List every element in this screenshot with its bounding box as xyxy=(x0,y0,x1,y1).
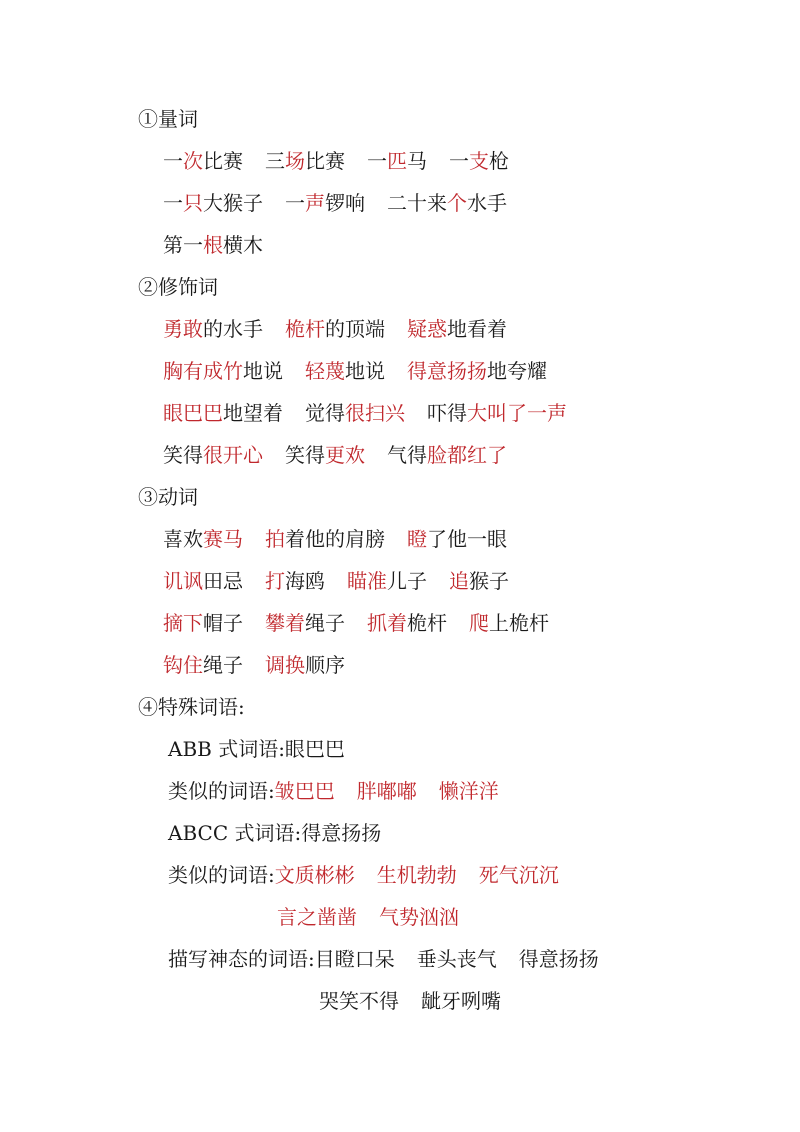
word-group xyxy=(163,191,263,215)
plain-text: 一 xyxy=(163,149,183,173)
plain-text: 笑得 xyxy=(163,443,203,467)
word-group xyxy=(519,947,599,971)
plain-text: 水手 xyxy=(467,191,507,215)
word-group xyxy=(479,863,559,887)
plain-text: 绳子 xyxy=(203,653,243,677)
plain-text: 锣响 xyxy=(325,191,365,215)
plain-text: 哭笑不得 xyxy=(319,989,399,1013)
highlighted-word: 打 xyxy=(265,569,285,593)
word-group xyxy=(277,905,357,929)
plain-text: 龇牙咧嘴 xyxy=(421,989,501,1013)
plain-text: 上桅杆 xyxy=(489,611,549,635)
word-group xyxy=(469,611,549,635)
word-group xyxy=(367,149,427,173)
highlighted-word: 个 xyxy=(447,191,467,215)
highlighted-word: 眼巴巴 xyxy=(163,401,223,425)
word-line xyxy=(319,988,501,1014)
word-group xyxy=(168,947,395,971)
word-line xyxy=(168,862,559,888)
highlighted-word: 勇敢 xyxy=(163,317,203,341)
highlighted-word: 匹 xyxy=(387,149,407,173)
plain-text: 的水手 xyxy=(203,317,263,341)
word-line xyxy=(163,400,567,426)
word-group xyxy=(163,233,263,257)
word-group xyxy=(407,527,507,551)
word-group xyxy=(407,359,547,383)
plain-text: 第一 xyxy=(163,233,203,257)
word-group xyxy=(168,737,345,761)
section-heading: ③动词 xyxy=(138,485,198,509)
plain-text: 地说 xyxy=(345,359,385,383)
word-line xyxy=(163,358,547,384)
plain-text: 横木 xyxy=(223,233,263,257)
highlighted-word: 文质彬彬 xyxy=(274,863,355,887)
plain-text: 一 xyxy=(367,149,387,173)
highlighted-word: 懒洋洋 xyxy=(438,779,499,803)
highlighted-word: 声 xyxy=(305,191,325,215)
word-line xyxy=(163,652,345,678)
plain-text: 田忌 xyxy=(203,569,243,593)
highlighted-word: 胖嘟嘟 xyxy=(356,779,417,803)
plain-text: 的顶端 xyxy=(325,317,385,341)
word-group xyxy=(417,947,497,971)
highlighted-word: 大叫了一声 xyxy=(467,401,567,425)
highlighted-word: 讥讽 xyxy=(163,569,203,593)
highlighted-word: 次 xyxy=(183,149,203,173)
word-group xyxy=(163,611,243,635)
highlighted-word: 抓着 xyxy=(367,611,407,635)
word-group xyxy=(265,569,325,593)
word-group xyxy=(168,821,381,845)
word-group xyxy=(319,989,399,1013)
plain-text: 猴子 xyxy=(469,569,509,593)
word-group xyxy=(168,779,335,803)
word-group xyxy=(168,863,355,887)
plain-text: 一 xyxy=(285,191,305,215)
word-line xyxy=(163,442,507,468)
highlighted-word: 瞄准 xyxy=(347,569,387,593)
word-group xyxy=(439,779,499,803)
plain-text: 觉得 xyxy=(305,401,345,425)
word-line xyxy=(163,610,549,636)
plain-text: 马 xyxy=(407,149,427,173)
word-group xyxy=(305,359,385,383)
plain-text: 类似的词语: xyxy=(168,863,275,887)
plain-text: 气得 xyxy=(387,443,427,467)
plain-text: 海鸥 xyxy=(285,569,325,593)
highlighted-word: 疑惑 xyxy=(407,317,447,341)
word-group xyxy=(377,863,457,887)
word-group xyxy=(163,653,243,677)
word-line xyxy=(163,526,507,552)
plain-text: ABCC 式词语:得意扬扬 xyxy=(168,821,382,845)
word-group xyxy=(387,191,507,215)
word-group xyxy=(163,527,243,551)
highlighted-word: 根 xyxy=(203,233,223,257)
highlighted-word: 只 xyxy=(183,191,203,215)
highlighted-word: 更欢 xyxy=(325,443,365,467)
plain-text: 比赛 xyxy=(305,149,345,173)
word-line xyxy=(168,736,345,762)
word-line xyxy=(163,316,507,342)
highlighted-word: 桅杆 xyxy=(285,317,325,341)
word-group xyxy=(367,611,447,635)
plain-text: 地说 xyxy=(243,359,283,383)
highlighted-word: 赛马 xyxy=(203,527,243,551)
word-group xyxy=(163,443,263,467)
highlighted-word: 场 xyxy=(285,149,305,173)
highlighted-word: 轻蔑 xyxy=(305,359,345,383)
plain-text: 吓得 xyxy=(427,401,467,425)
plain-text: 顺序 xyxy=(305,653,345,677)
section-heading: ②修饰词 xyxy=(138,275,218,299)
highlighted-word: 钩住 xyxy=(163,653,203,677)
word-group xyxy=(421,989,501,1013)
word-group xyxy=(163,317,263,341)
word-line xyxy=(163,568,509,594)
word-line xyxy=(168,820,381,846)
plain-text: 一 xyxy=(449,149,469,173)
highlighted-word: 追 xyxy=(449,569,469,593)
plain-text: 地看着 xyxy=(447,317,507,341)
plain-text: 得意扬扬 xyxy=(518,947,599,971)
plain-text: 儿子 xyxy=(387,569,427,593)
highlighted-word: 支 xyxy=(469,149,489,173)
plain-text: 类似的词语: xyxy=(168,779,275,803)
word-group xyxy=(265,653,345,677)
section-heading: ①量词 xyxy=(138,107,198,131)
word-group xyxy=(427,401,567,425)
highlighted-word: 死气沉沉 xyxy=(478,863,559,887)
highlighted-word: 很扫兴 xyxy=(345,401,405,425)
word-group xyxy=(285,191,365,215)
plain-text: 帽子 xyxy=(203,611,243,635)
plain-text: 着他的肩膀 xyxy=(285,527,385,551)
highlighted-word: 摘下 xyxy=(163,611,203,635)
plain-text: 笑得 xyxy=(285,443,325,467)
plain-text: 三 xyxy=(265,149,285,173)
word-group xyxy=(265,527,385,551)
highlighted-word: 拍 xyxy=(265,527,285,551)
highlighted-word: 气势汹汹 xyxy=(379,905,459,929)
highlighted-word: 爬 xyxy=(469,611,489,635)
word-group xyxy=(285,317,385,341)
plain-text: 地望着 xyxy=(223,401,283,425)
word-line xyxy=(168,946,599,972)
plain-text: 喜欢 xyxy=(163,527,203,551)
word-line xyxy=(163,190,507,216)
word-group xyxy=(387,443,507,467)
word-group xyxy=(265,611,345,635)
word-group xyxy=(163,359,283,383)
word-group xyxy=(449,149,509,173)
plain-text: 大猴子 xyxy=(203,191,263,215)
word-line xyxy=(277,904,459,930)
plain-text: 一 xyxy=(163,191,183,215)
word-group xyxy=(449,569,509,593)
plain-text: 了他一眼 xyxy=(427,527,507,551)
word-line xyxy=(163,148,509,174)
section-heading: ④特殊词语: xyxy=(138,695,245,719)
plain-text: 枪 xyxy=(489,149,509,173)
plain-text: 绳子 xyxy=(305,611,345,635)
plain-text: 桅杆 xyxy=(407,611,447,635)
highlighted-word: 瞪 xyxy=(407,527,427,551)
highlighted-word: 很开心 xyxy=(203,443,263,467)
plain-text: 地夸耀 xyxy=(487,359,547,383)
highlighted-word: 脸都红了 xyxy=(427,443,507,467)
plain-text: 比赛 xyxy=(203,149,243,173)
word-group xyxy=(347,569,427,593)
word-group xyxy=(407,317,507,341)
plain-text: 垂头丧气 xyxy=(416,947,497,971)
word-group xyxy=(305,401,405,425)
highlighted-word: 生机勃勃 xyxy=(376,863,457,887)
plain-text: ABB 式词语:眼巴巴 xyxy=(168,737,345,761)
word-group xyxy=(163,149,243,173)
word-group xyxy=(265,149,345,173)
highlighted-word: 皱巴巴 xyxy=(274,779,335,803)
word-line xyxy=(163,232,263,258)
highlighted-word: 胸有成竹 xyxy=(163,359,243,383)
highlighted-word: 调换 xyxy=(265,653,305,677)
plain-text: 二十来 xyxy=(387,191,447,215)
highlighted-word: 攀着 xyxy=(265,611,305,635)
word-group xyxy=(357,779,417,803)
word-group xyxy=(163,569,243,593)
highlighted-word: 言之凿凿 xyxy=(277,905,357,929)
word-line xyxy=(168,778,499,804)
word-group xyxy=(163,401,283,425)
highlighted-word: 得意扬扬 xyxy=(407,359,487,383)
word-group xyxy=(285,443,365,467)
word-group xyxy=(379,905,459,929)
plain-text: 描写神态的词语:目瞪口呆 xyxy=(168,947,395,971)
